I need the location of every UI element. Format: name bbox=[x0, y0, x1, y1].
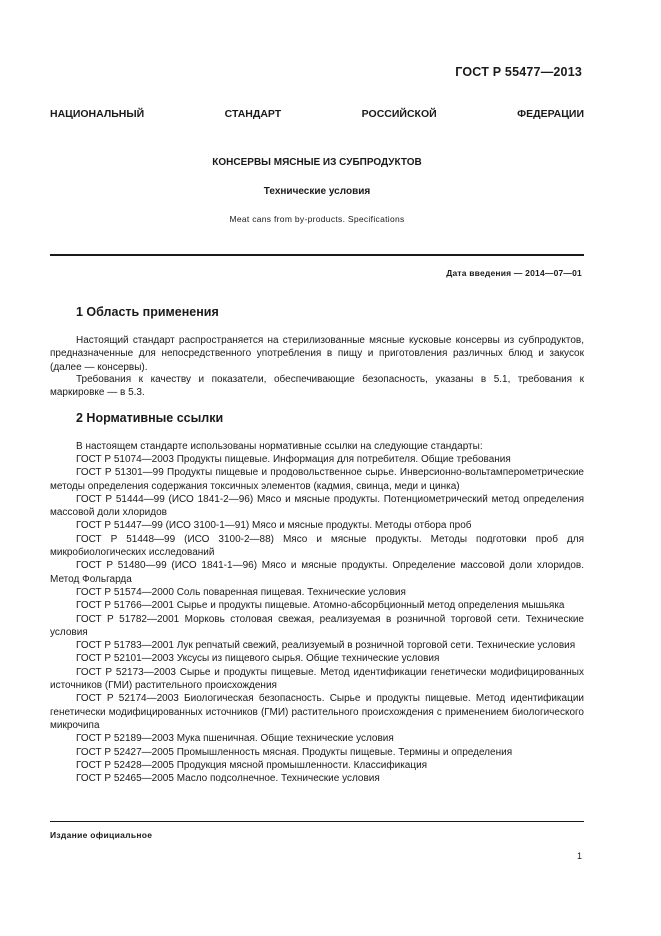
section-1-heading: 1 Область применения bbox=[76, 305, 219, 319]
paragraph-text: Настоящий стандарт распространяется на стерилизованные мясные кусковые консервы из субпродуктов, предназначенные для непосредственного употребления в пищу и приготовления различных блюд и закусок (далее — консервы). bbox=[50, 335, 584, 373]
reference-text: ГОСТ Р 51444—99 (ИСО 1841-2—96) Мясо и мясные продукты. Потенциометрический метод определения массовой доли хлоридов bbox=[50, 493, 584, 519]
section-1-paragraph bbox=[50, 334, 584, 374]
reference-item bbox=[50, 746, 584, 759]
reference-item bbox=[50, 639, 584, 652]
reference-item bbox=[50, 666, 584, 693]
paragraph-text: В настоящем стандарте использованы нормативные ссылки на следующие стандарты: bbox=[76, 441, 483, 452]
normative-references-list bbox=[50, 453, 584, 785]
reference-item bbox=[50, 466, 584, 493]
reference-item bbox=[50, 613, 584, 640]
reference-item bbox=[50, 732, 584, 745]
document-subtitle: Технические условия bbox=[263, 186, 371, 197]
reference-text: ГОСТ Р 51766—2001 Сырье и продукты пищевые. Атомно-абсорбционный метод определения мышьяка bbox=[76, 600, 565, 612]
reference-text: ГОСТ Р 52427—2005 Промышленность мясная. Продукты пищевые. Термины и определения bbox=[76, 746, 513, 758]
document-title: КОНСЕРВЫ МЯСНЫЕ ИЗ СУБПРОДУКТОВ bbox=[212, 157, 422, 168]
page-number: 1 bbox=[576, 851, 582, 861]
reference-text: ГОСТ Р 52189—2003 Мука пшеничная. Общие технические условия bbox=[76, 733, 394, 745]
national-standard-banner: НАЦИОНАЛЬНЫЙ СТАНДАРТ РОССИЙСКОЙ ФЕДЕРАЦИИ bbox=[50, 108, 584, 120]
reference-text: ГОСТ Р 51447—99 (ИСО 3100-1—91) Мясо и мясные продукты. Методы отбора проб bbox=[76, 520, 472, 532]
reference-item bbox=[50, 759, 584, 772]
document-english-title: Meat cans from by-products. Specifications bbox=[229, 214, 405, 224]
reference-item bbox=[50, 533, 584, 560]
reference-item bbox=[50, 493, 584, 520]
reference-text: ГОСТ Р 51574—2000 Соль поваренная пищевая. Технические условия bbox=[76, 586, 406, 598]
section-2-heading: 2 Нормативные ссылки bbox=[76, 411, 224, 425]
section-1-paragraph bbox=[50, 373, 584, 400]
reference-text: ГОСТ Р 52173—2003 Сырье и продукты пищевые. Метод идентификации генетически модифицированных источников (ГМИ) растительного происхождения bbox=[50, 666, 584, 692]
reference-text: ГОСТ Р 52101—2003 Уксусы из пищевого сырья. Общие технические условия bbox=[76, 653, 440, 665]
reference-item bbox=[50, 453, 584, 466]
reference-item bbox=[50, 559, 584, 586]
reference-text: ГОСТ Р 51448—99 (ИСО 3100-2—88) Мясо и мясные продукты. Методы подготовки проб для микробиологических исследований bbox=[50, 533, 584, 559]
reference-text: ГОСТ Р 51480—99 (ИСО 1841-1—96) Мясо и мясные продукты. Определение массовой доли хлоридов. Метод Фольгарда bbox=[50, 560, 584, 585]
edition-label: Издание официальное bbox=[50, 830, 153, 840]
reference-text: ГОСТ Р 51301—99 Продукты пищевые и продовольственное сырье. Инверсионно-вольтамперометрические методы определения содержания токсичных элементов (кадмия, свинца, меди и цинка) bbox=[50, 467, 584, 492]
reference-text: ГОСТ Р 51782—2001 Морковь столовая свежая, реализуемая в розничной торговой сети. Технические условия bbox=[50, 613, 584, 638]
footer-divider bbox=[50, 821, 584, 822]
paragraph-text: Требования к качеству и показатели, обеспечивающие безопасность, указаны в 5.1, требования к маркировке — в 5.3. bbox=[50, 374, 584, 399]
reference-item bbox=[50, 519, 584, 532]
reference-item bbox=[50, 692, 584, 732]
reference-item bbox=[50, 599, 584, 612]
reference-text: ГОСТ Р 52428—2005 Продукция мясной промышленности. Классификация bbox=[76, 759, 428, 771]
reference-text: ГОСТ Р 51074—2003 Продукты пищевые. Информация для потребителя. Общие требования bbox=[76, 454, 511, 465]
reference-text: ГОСТ Р 52174—2003 Биологическая безопасность. Сырье и продукты пищевые. Метод идентификации генетически модифицированных источников (ГМИ) растительного происхождения с применением биологического микрочипа bbox=[50, 693, 584, 731]
reference-text: ГОСТ Р 52465—2005 Масло подсолнечное. Технические условия bbox=[76, 773, 380, 785]
reference-item bbox=[50, 652, 584, 665]
introduction-date: Дата введения — 2014—07—01 bbox=[446, 268, 582, 278]
document-code: ГОСТ Р 55477—2013 bbox=[455, 65, 582, 79]
reference-item bbox=[50, 772, 584, 785]
top-divider bbox=[50, 254, 584, 256]
section-2-intro bbox=[50, 440, 584, 453]
reference-item bbox=[50, 586, 584, 599]
reference-text: ГОСТ Р 51783—2001 Лук репчатый свежий, реализуемый в розничной торговой сети. Технические условия bbox=[76, 640, 576, 652]
